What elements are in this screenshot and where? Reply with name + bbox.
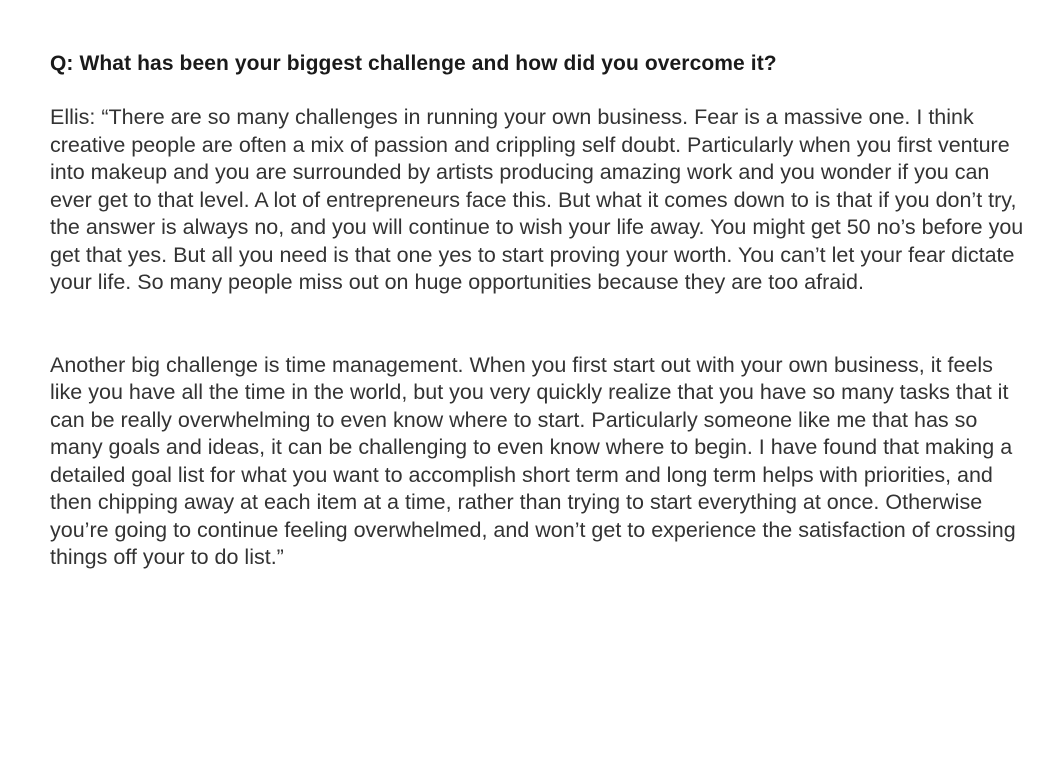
interview-question: Q: What has been your biggest challenge and how did you overcome it?	[50, 52, 777, 75]
answer-paragraph-2: Another big challenge is time management. When you first start out with your own business, it feels like you have all the time in the world, but you very quickly realize that you have so many tasks that it can be really overwhelming to even know where to start. Particularly someone like me that has so many goals and ideas, it can be challenging to even know where to begin. I have found that making a detailed goal list for what you want to accomplish short term and long term helps with priorities, and then chipping away at each item at a time, rather than trying to start everything at once. Otherwise you’re going to continue feeling overwhelmed, and won’t get to experience the satisfaction of crossing things off your to do list.”	[50, 352, 1016, 569]
answer-paragraph-1: Ellis: “There are so many challenges in running your own business. Fear is a massive one. I think creative people are often a mix of passion and crippling self doubt. Particularly when you first venture into makeup and you are surrounded by artists producing amazing work and you wonder if you can ever get to that level. A lot of entrepreneurs face this. But what it comes down to is that if you don’t try, the answer is always no, and you will continue to wish your life away. You might get 50 no’s before you get that yes. But all you need is that one yes to start proving your worth. You can’t let your fear dictate your life. So many people miss out on huge opportunities because they are too afraid.	[50, 105, 1024, 294]
interview-excerpt	[50, 50, 1025, 572]
